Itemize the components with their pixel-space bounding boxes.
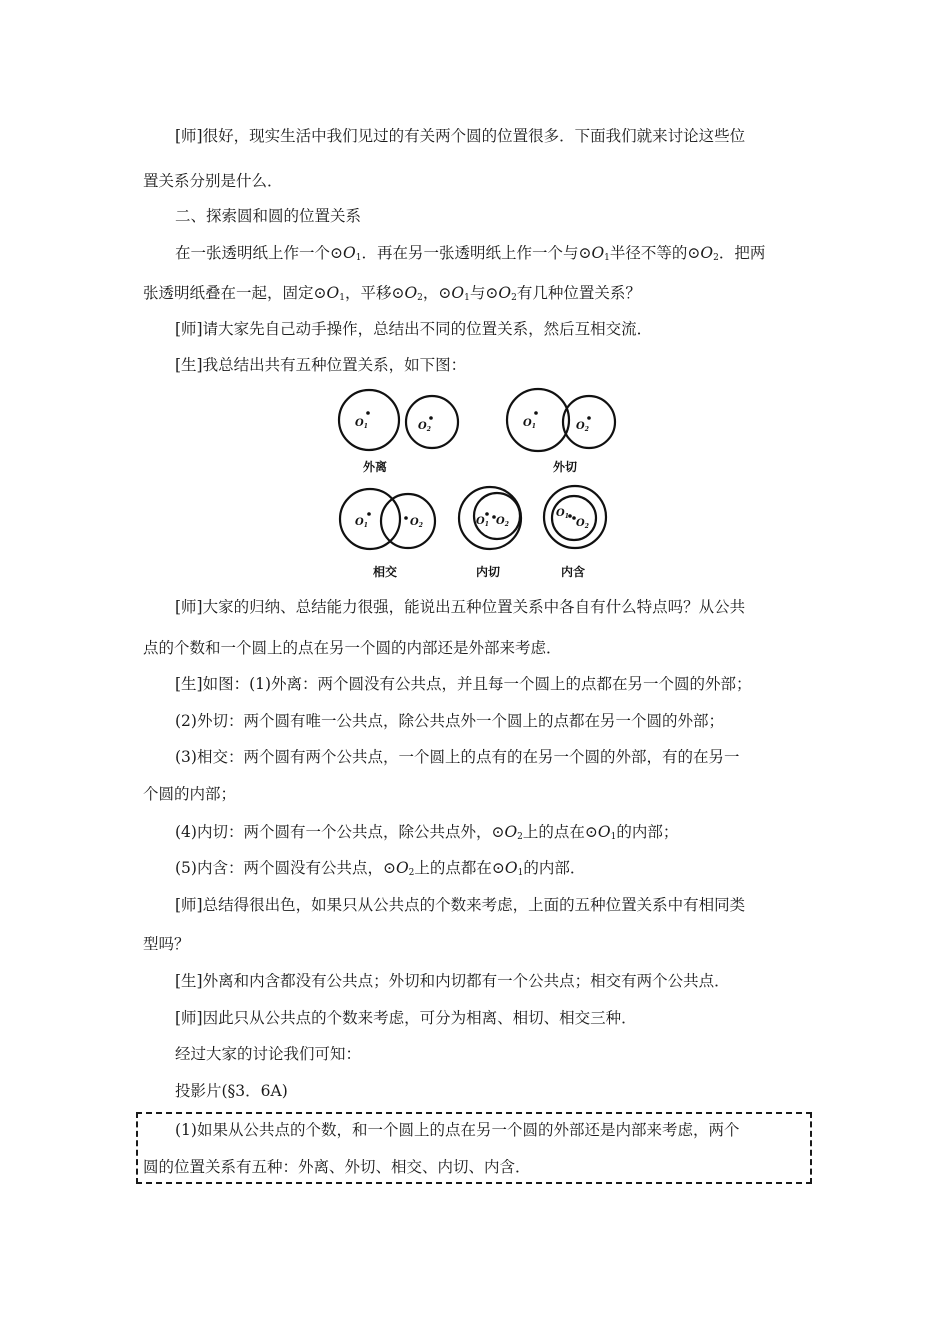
paragraph-line: [生]如图：(1)外离：两个圆没有公共点，并且每一个圆上的点都在另一个圆的外部； xyxy=(175,675,752,693)
box-line: (1)如果从公共点的个数，和一个圆上的点在另一个圆的外部还是内部来考虑，两个 xyxy=(175,1121,740,1139)
separate-circle-1 xyxy=(339,390,399,450)
paragraph-line: (3)相交：两个圆有两个公共点，一个圆上的点有的在另一个圆的外部，有的在另一 xyxy=(175,748,740,766)
circle-positions-figure xyxy=(330,380,630,585)
paragraph-line: 经过大家的讨论我们可知： xyxy=(175,1045,362,1063)
label-separate: 外离 xyxy=(362,460,388,474)
paragraph-line: (5)内含：两个圆没有公共点，$⊙O_2$上的点都在$⊙O_1$的内部． xyxy=(175,859,586,878)
intersect-circle-2 xyxy=(381,494,435,548)
label-intersect: 相交 xyxy=(372,565,398,579)
paragraph-line: 型吗？ xyxy=(143,935,190,953)
int-tangent-outer-circle xyxy=(459,487,521,549)
center-dot xyxy=(534,411,538,415)
center-dot xyxy=(367,512,371,516)
paragraph-line: 置关系分别是什么． xyxy=(143,172,283,190)
center-label-o1: $O_1$ xyxy=(355,418,368,430)
paragraph-line: [生]我总结出共有五种位置关系，如下图： xyxy=(175,356,467,374)
paragraph-line: 投影片(§3．6A) xyxy=(175,1082,288,1100)
center-dot xyxy=(366,411,370,415)
label-contain: 内含 xyxy=(560,565,586,579)
label-external-tangent: 外切 xyxy=(552,460,578,474)
paragraph-line: 在一张透明纸上作一个$⊙O_1$．再在另一张透明纸上作一个与$⊙O_1$半径不等的$⊙O_2$．把两 xyxy=(175,244,766,263)
center-label-o1: $O_1$ xyxy=(556,508,569,520)
center-dot xyxy=(429,416,433,420)
center-label-o1: $O_1$ xyxy=(355,517,368,529)
paragraph-line: [师]请大家先自己动手操作，总结出不同的位置关系，然后互相交流． xyxy=(175,320,653,338)
center-label-o2: $O_2$ xyxy=(410,517,423,529)
center-label-o1: $O_1$ xyxy=(523,418,536,430)
center-dot xyxy=(485,512,489,516)
paragraph-line: [师]总结得很出色，如果只从公共点的个数来考虑，上面的五种位置关系中有相同类 xyxy=(175,896,746,914)
center-dot xyxy=(404,516,408,520)
center-dot xyxy=(587,416,591,420)
paragraph-line: (4)内切：两个圆有一个公共点，除公共点外，$⊙O_2$上的点在$⊙O_1$的内部； xyxy=(175,823,679,842)
paragraph-line: [师]很好，现实生活中我们见过的有关两个圆的位置很多．下面我们就来讨论这些位 xyxy=(175,127,746,145)
center-label-o2: $O_2$ xyxy=(496,516,509,528)
center-label-o2: $O_2$ xyxy=(418,421,431,433)
paragraph-line: [师]大家的归纳、总结能力很强，能说出五种位置关系中各自有什么特点吗？从公共 xyxy=(175,598,746,616)
box-line: 圆的位置关系有五种：外离、外切、相交、内切、内含． xyxy=(143,1158,531,1176)
label-internal-tangent: 内切 xyxy=(475,565,501,579)
section-heading: 二、探索圆和圆的位置关系 xyxy=(175,207,362,225)
ext-tangent-circle-1 xyxy=(507,389,569,451)
paragraph-line: [师]因此只从公共点的个数来考虑，可分为相离、相切、相交三种． xyxy=(175,1009,637,1027)
ext-tangent-circle-2 xyxy=(563,396,615,448)
paragraph-line: 个圆的内部； xyxy=(143,785,237,803)
paragraph-line: 点的个数和一个圆上的点在另一个圆的内部还是外部来考虑． xyxy=(143,639,562,657)
center-label-o2: $O_2$ xyxy=(576,518,589,530)
center-label-o2: $O_2$ xyxy=(576,421,589,433)
center-label-o1: $O_1$ xyxy=(476,516,489,528)
separate-circle-2 xyxy=(406,396,458,448)
paragraph-line: (2)外切：两个圆有唯一公共点，除公共点外一个圆上的点都在另一个圆的外部； xyxy=(175,712,724,730)
paragraph-line: [生]外离和内含都没有公共点；外切和内切都有一个公共点；相交有两个公共点． xyxy=(175,972,730,990)
intersect-circle-1 xyxy=(340,489,400,549)
paragraph-line: 张透明纸叠在一起，固定$⊙O_1$，平移$⊙O_2$，$⊙O_1$与$⊙O_2$有几种位置关系？ xyxy=(143,284,641,303)
